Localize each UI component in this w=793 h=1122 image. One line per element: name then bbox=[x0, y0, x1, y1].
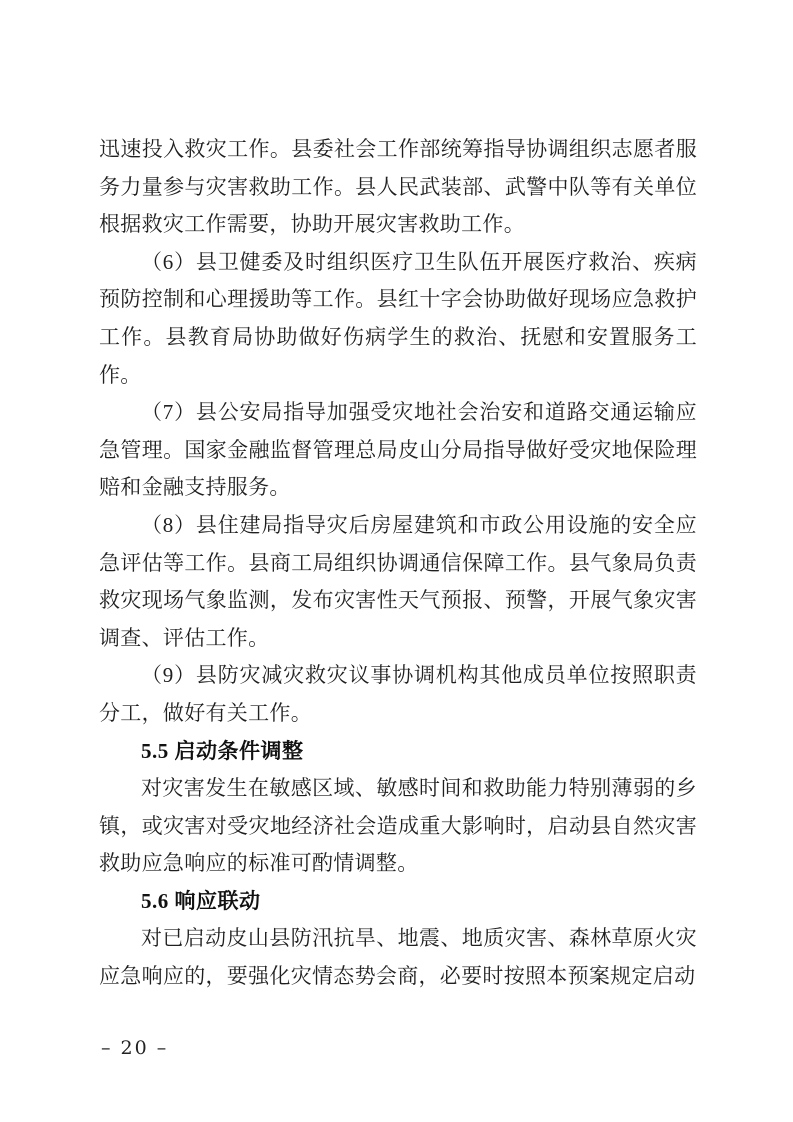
section-heading-5-6: 5.6 响应联动 bbox=[141, 888, 261, 913]
body-paragraph-continuation: 迅速投入救灾工作。县委社会工作部统筹指导协调组织志愿者服务力量参与灾害救助工作。县人民武装部、武警中队等有关单位根据救灾工作需要，协助开展灾害救助工作。 bbox=[99, 137, 697, 237]
page-body bbox=[99, 131, 697, 996]
page-number: – 20 – bbox=[101, 1037, 169, 1059]
section-heading-5-5: 5.5 启动条件调整 bbox=[141, 738, 304, 763]
body-paragraph-item-9: （9）县防灾减灾救灾议事协调机构其他成员单位按照职责分工，做好有关工作。 bbox=[99, 663, 697, 725]
body-paragraph-5-6: 对已启动皮山县防汛抗旱、地震、地质灾害、森林草原火灾应急响应的，要强化灾情态势会商，必要时按照本预案规定启动 bbox=[99, 926, 697, 989]
body-paragraph-5-5: 对灾害发生在敏感区域、敏感时间和救助能力特别薄弱的乡镇，或灾害对受灾地经济社会造成重大影响时，启动县自然灾害救助应急响应的标准可酌情调整。 bbox=[99, 776, 697, 876]
body-paragraph-item-6: （6）县卫健委及时组织医疗卫生队伍开展医疗救治、疾病预防控制和心理援助等工作。县红十字会协助做好现场应急救护工作。县教育局协助做好伤病学生的救治、抚慰和安置服务工作。 bbox=[99, 249, 697, 387]
body-paragraph-item-7: （7）县公安局指导加强受灾地社会治安和道路交通运输应急管理。国家金融监督管理总局皮山分局指导做好受灾地保险理赔和金融支持服务。 bbox=[99, 400, 697, 500]
body-paragraph-item-8: （8）县住建局指导灾后房屋建筑和市政公用设施的安全应急评估等工作。县商工局组织协调通信保障工作。县气象局负责救灾现场气象监测，发布灾害性天气预报、预警，开展气象灾害调查、评估工作。 bbox=[99, 512, 697, 650]
